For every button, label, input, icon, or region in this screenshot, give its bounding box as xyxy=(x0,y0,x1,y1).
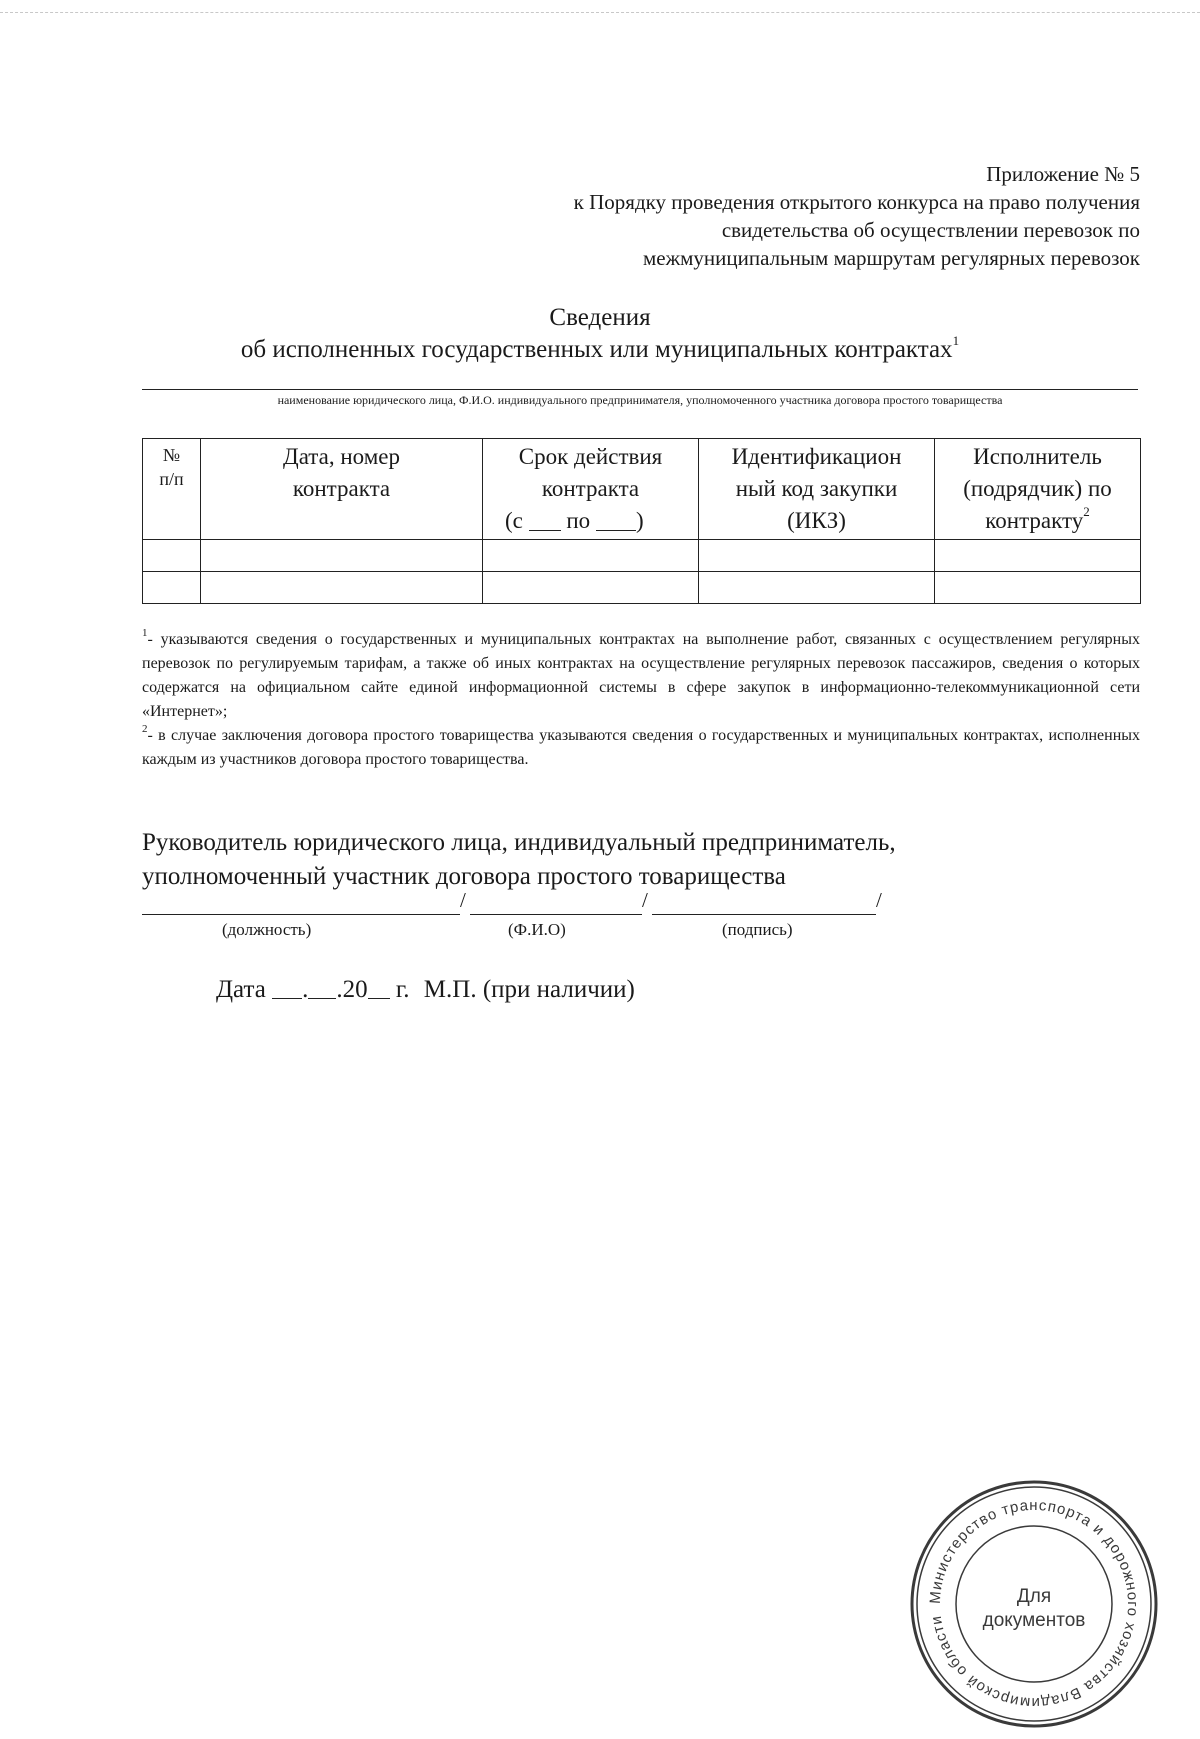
header-contractor-line2: (подрядчик) по xyxy=(963,476,1112,501)
header-term-range xyxy=(483,505,698,537)
header-contractor-text: контракту xyxy=(985,508,1084,533)
separator-slash: / xyxy=(460,888,466,912)
table-cell[interactable] xyxy=(935,540,1141,572)
date-line xyxy=(216,976,635,1004)
footnote-2-mark: 2 xyxy=(142,723,148,735)
term-to-blank xyxy=(596,510,636,531)
header-contract-date-number xyxy=(201,439,483,540)
position-caption: (должность) xyxy=(222,920,312,939)
header-contractor-line1: Исполнитель xyxy=(973,444,1102,469)
table-cell[interactable] xyxy=(699,572,935,604)
term-to-label: по xyxy=(566,508,591,533)
month-blank[interactable] xyxy=(308,976,336,999)
appendix-line-2: к Порядку проведения открытого конкурса на право получения xyxy=(573,190,1140,214)
header-contract-line2: контракта xyxy=(292,476,391,501)
table-cell[interactable] xyxy=(935,572,1141,604)
footnote-2-text: - в случае заключения договора простого товарищества указываются сведения о государственных и муниципальных контрактах, исполненных каждым из участников договора простого товарищества. xyxy=(142,727,1140,768)
appendix-header xyxy=(380,160,1140,272)
term-from-label: (с xyxy=(505,508,523,533)
header-number-line2: п/п xyxy=(159,469,184,489)
year-suffix: г. xyxy=(395,976,410,1003)
day-blank[interactable] xyxy=(272,976,302,999)
table-row xyxy=(143,572,1141,604)
entity-name-caption: наименование юридического лица, Ф.И.О. индивидуального предпринимателя, уполномоченного участника договора простого товарищества xyxy=(277,393,1003,407)
header-code-line2: ный код закупки xyxy=(735,476,898,501)
stamp-ring-text: Министерство транспорта и дорожного хозяйства Владимирской области xyxy=(926,1496,1142,1712)
header-code-line3: (ИКЗ) xyxy=(787,508,846,533)
table-cell[interactable] xyxy=(483,540,699,572)
separator-slash: / xyxy=(642,888,648,912)
header-term-line1: Срок действия xyxy=(518,444,663,469)
entity-name-line xyxy=(142,389,1138,390)
header-contract-line1: Дата, номер xyxy=(283,444,400,469)
footnote-1-mark: 1 xyxy=(142,627,148,639)
table-cell[interactable] xyxy=(201,572,483,604)
footnotes xyxy=(142,628,1140,772)
stamp-graphic xyxy=(904,1474,1164,1734)
appendix-line-4: межмуниципальным маршрутам регулярных перевозок xyxy=(643,246,1140,270)
document-subtitle xyxy=(0,333,1200,364)
header-contract-term xyxy=(483,439,699,540)
year-blank[interactable] xyxy=(368,976,390,999)
signature-caption: (подпись) xyxy=(722,920,793,939)
full-name-field[interactable] xyxy=(470,888,642,915)
header-number-line1: № xyxy=(162,445,181,465)
header-code-line1: Идентификацион xyxy=(731,444,902,469)
appendix-line-1: Приложение № 5 xyxy=(986,162,1140,186)
scan-top-edge xyxy=(0,12,1200,13)
separator-slash: / xyxy=(876,888,882,912)
table-cell[interactable] xyxy=(699,540,935,572)
full-name-caption: (Ф.И.О) xyxy=(508,920,566,939)
stamp-center-line-2: документов xyxy=(982,1610,1086,1631)
header-term-line2: контракта xyxy=(541,476,640,501)
term-from-blank xyxy=(529,510,561,531)
header-contractor xyxy=(935,439,1141,540)
signature-field[interactable] xyxy=(652,888,876,915)
seal-note: М.П. (при наличии) xyxy=(423,976,635,1003)
subtitle-footnote-mark: 1 xyxy=(952,333,960,348)
stamp-center-line-1: Для xyxy=(1016,1586,1052,1607)
header-number xyxy=(143,439,201,540)
term-close-paren: ) xyxy=(635,508,644,533)
header-procurement-code xyxy=(699,439,935,540)
table-cell[interactable] xyxy=(143,540,201,572)
official-stamp xyxy=(904,1474,1164,1734)
footnote-2 xyxy=(142,724,1140,772)
contracts-table xyxy=(142,438,1141,604)
table-row xyxy=(143,540,1141,572)
table-cell[interactable] xyxy=(143,572,201,604)
header-contractor-footnote-mark: 2 xyxy=(1083,504,1090,519)
table-cell[interactable] xyxy=(201,540,483,572)
signatory-title xyxy=(142,826,896,894)
appendix-line-3: свидетельства об осуществлении перевозок по xyxy=(721,218,1140,242)
subtitle-text: об исполненных государственных или муниципальных контрактах xyxy=(240,336,953,363)
year-prefix: .20 xyxy=(336,976,368,1003)
header-contractor-line3 xyxy=(935,505,1140,537)
footnote-1-text: - указываются сведения о государственных и муниципальных контрактах на выполнение работ, связанных с осуществлением регулярных перевозок по регулируемым тарифам, а также об иных контрактах на осуществление регулярных перевозок пассажиров, сведения о которых содержатся на официальном сайте единой информационной системы в сфере закупок в информационно-телекоммуникационной сети «Интернет»; xyxy=(142,631,1140,720)
table-header-row xyxy=(143,439,1141,540)
table-cell[interactable] xyxy=(483,572,699,604)
date-dot: . xyxy=(302,976,309,1003)
signatory-line-1: Руководитель юридического лица, индивидуальный предприниматель, xyxy=(142,829,896,856)
position-field[interactable] xyxy=(142,888,460,915)
document-title: Сведения xyxy=(549,304,651,331)
footnote-1 xyxy=(142,628,1140,724)
date-label: Дата xyxy=(216,976,266,1003)
signatory-line-2: уполномоченный участник договора простого товарищества xyxy=(142,863,786,890)
